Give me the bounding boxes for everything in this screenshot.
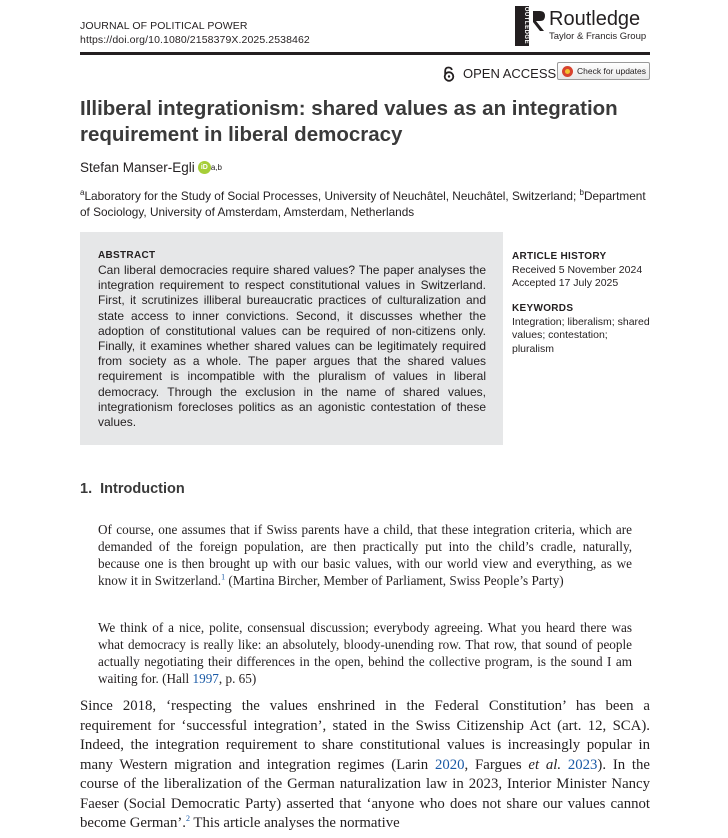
article-history-heading: ARTICLE HISTORY bbox=[512, 251, 607, 262]
section-title: Introduction bbox=[100, 481, 185, 497]
routledge-r-icon bbox=[532, 10, 546, 32]
paragraph-part-4: This article analyses the normative bbox=[190, 815, 400, 831]
check-for-updates-button[interactable] bbox=[557, 62, 650, 80]
publisher-logo bbox=[515, 1, 655, 46]
keywords bbox=[512, 302, 652, 356]
journal-header bbox=[80, 19, 310, 47]
abstract-text: Can liberal democracies require shared values? The paper analyses the integration requirement to respect constitutional values in Switzerland. First, it scrutinizes illiberal bureaucratic practices of culturalization and state access to inner convictions. Second, it discusses whether the adoption of constitutional values can be required of non-citizens only. Finally, it examines whether shared values can be legitimately required from society as a whole. The paper argues that the shared values requirement is incompatible with the pluralism of values in liberal democracy. Through the exclusion in the name of shared values, integrationism forecloses politics as an agonistic contestation of these values. bbox=[98, 263, 486, 430]
quote-1-text: Of course, one assumes that if Swiss parents have a child, that these integration criteria, which are demanded of the foreign population, are then practically put into the child’s cradle, naturally, because one is then brought up with our basic values, with our world view and everything, as we know it in Switzerland. bbox=[98, 522, 632, 588]
affiliation-a-mark: a bbox=[80, 188, 85, 198]
article-title: Illiberal integrationism: shared values as an integration requirement in liberal democracy bbox=[80, 97, 618, 146]
open-access-badge bbox=[441, 66, 556, 82]
crossmark-icon bbox=[562, 66, 573, 77]
doi-link[interactable]: https://doi.org/10.1080/2158379X.2025.2538462 bbox=[80, 34, 310, 46]
epigraph-quote-1 bbox=[98, 521, 632, 589]
citation-fargues-2023[interactable]: 2023 bbox=[567, 756, 598, 773]
paragraph-part-1: Since 2018, ‘respecting the values enshrined in the Federal Constitution’ has been a requirement for ‘successful integration’, stated in the Swiss Citizenship Act (art. 12, SCA). Indeed, the integration requirement to share constitutional values is increasingly popular in many Western migration and integration regimes (Larin bbox=[80, 698, 650, 773]
et-al: et al. bbox=[528, 756, 562, 773]
affiliation-b: Department of Sociology, University of Amsterdam, Amsterdam, Netherlands bbox=[80, 189, 646, 219]
received-date: Received 5 November 2024 bbox=[512, 263, 643, 276]
routledge-vertical-text: ROUTLEDGE bbox=[523, 1, 530, 45]
paragraph-part-3: ). In the course of the liberalization of the German naturalization law in 2023, Interior Minister Nancy Faeser (Social Democratic Party) asserted that ‘anyone who does not share our values cannot become German’. bbox=[80, 756, 650, 831]
quote-2-text: We think of a nice, polite, consensual discussion; everybody agreeing. What you heard there was what democracy is really like: an absolutely, bloody-unending row. That row, that sound of people actually negotiating their differences in the open, behind the collective program, is the sound I am waiting for. (Hall bbox=[98, 620, 632, 686]
author-name: Stefan Manser-Egli bbox=[80, 160, 195, 175]
publisher-subtitle: Taylor & Francis Group bbox=[549, 31, 647, 42]
check-updates-label: Check for updates bbox=[577, 66, 646, 76]
footnote-2-link[interactable]: 2 bbox=[186, 814, 190, 824]
citation-larin-2020[interactable]: 2020 bbox=[434, 756, 465, 773]
affiliation-b-mark: b bbox=[579, 188, 584, 198]
open-access-label: OPEN ACCESS bbox=[463, 66, 557, 81]
orcid-icon[interactable]: iD bbox=[198, 161, 211, 174]
abstract-heading: ABSTRACT bbox=[98, 250, 156, 261]
section-number: 1. bbox=[80, 481, 93, 497]
footnote-1-link[interactable]: 1 bbox=[221, 572, 226, 582]
journal-name: JOURNAL OF POLITICAL POWER bbox=[80, 20, 248, 32]
section-heading bbox=[80, 481, 185, 497]
body-paragraph bbox=[80, 697, 650, 834]
epigraph-quote-2 bbox=[98, 619, 632, 687]
open-lock-icon bbox=[441, 66, 457, 82]
publisher-name: Routledge bbox=[549, 8, 641, 30]
citation-hall-1997[interactable]: 1997 bbox=[192, 671, 219, 686]
accepted-date: Accepted 17 July 2025 bbox=[512, 277, 619, 289]
keywords-text: Integration; liberalism; shared values; contestation; pluralism bbox=[512, 315, 650, 355]
quote-2-end: , p. 65) bbox=[218, 671, 257, 686]
routledge-mark bbox=[515, 1, 530, 46]
affiliation-a: Laboratory for the Study of Social Processes, University of Neuchâtel, Neuchâtel, Switzerland; bbox=[84, 189, 580, 203]
keywords-heading: KEYWORDS bbox=[512, 303, 574, 314]
quote-1-source: (Martina Bircher, Member of Parliament, Swiss People’s Party) bbox=[225, 573, 564, 588]
affiliations bbox=[80, 189, 655, 220]
author-line: Stefan Manser-Egli iD a,b bbox=[80, 160, 222, 175]
header-rule bbox=[80, 52, 650, 55]
paragraph-part-2: , Fargues bbox=[464, 756, 529, 773]
article-history bbox=[512, 250, 657, 291]
